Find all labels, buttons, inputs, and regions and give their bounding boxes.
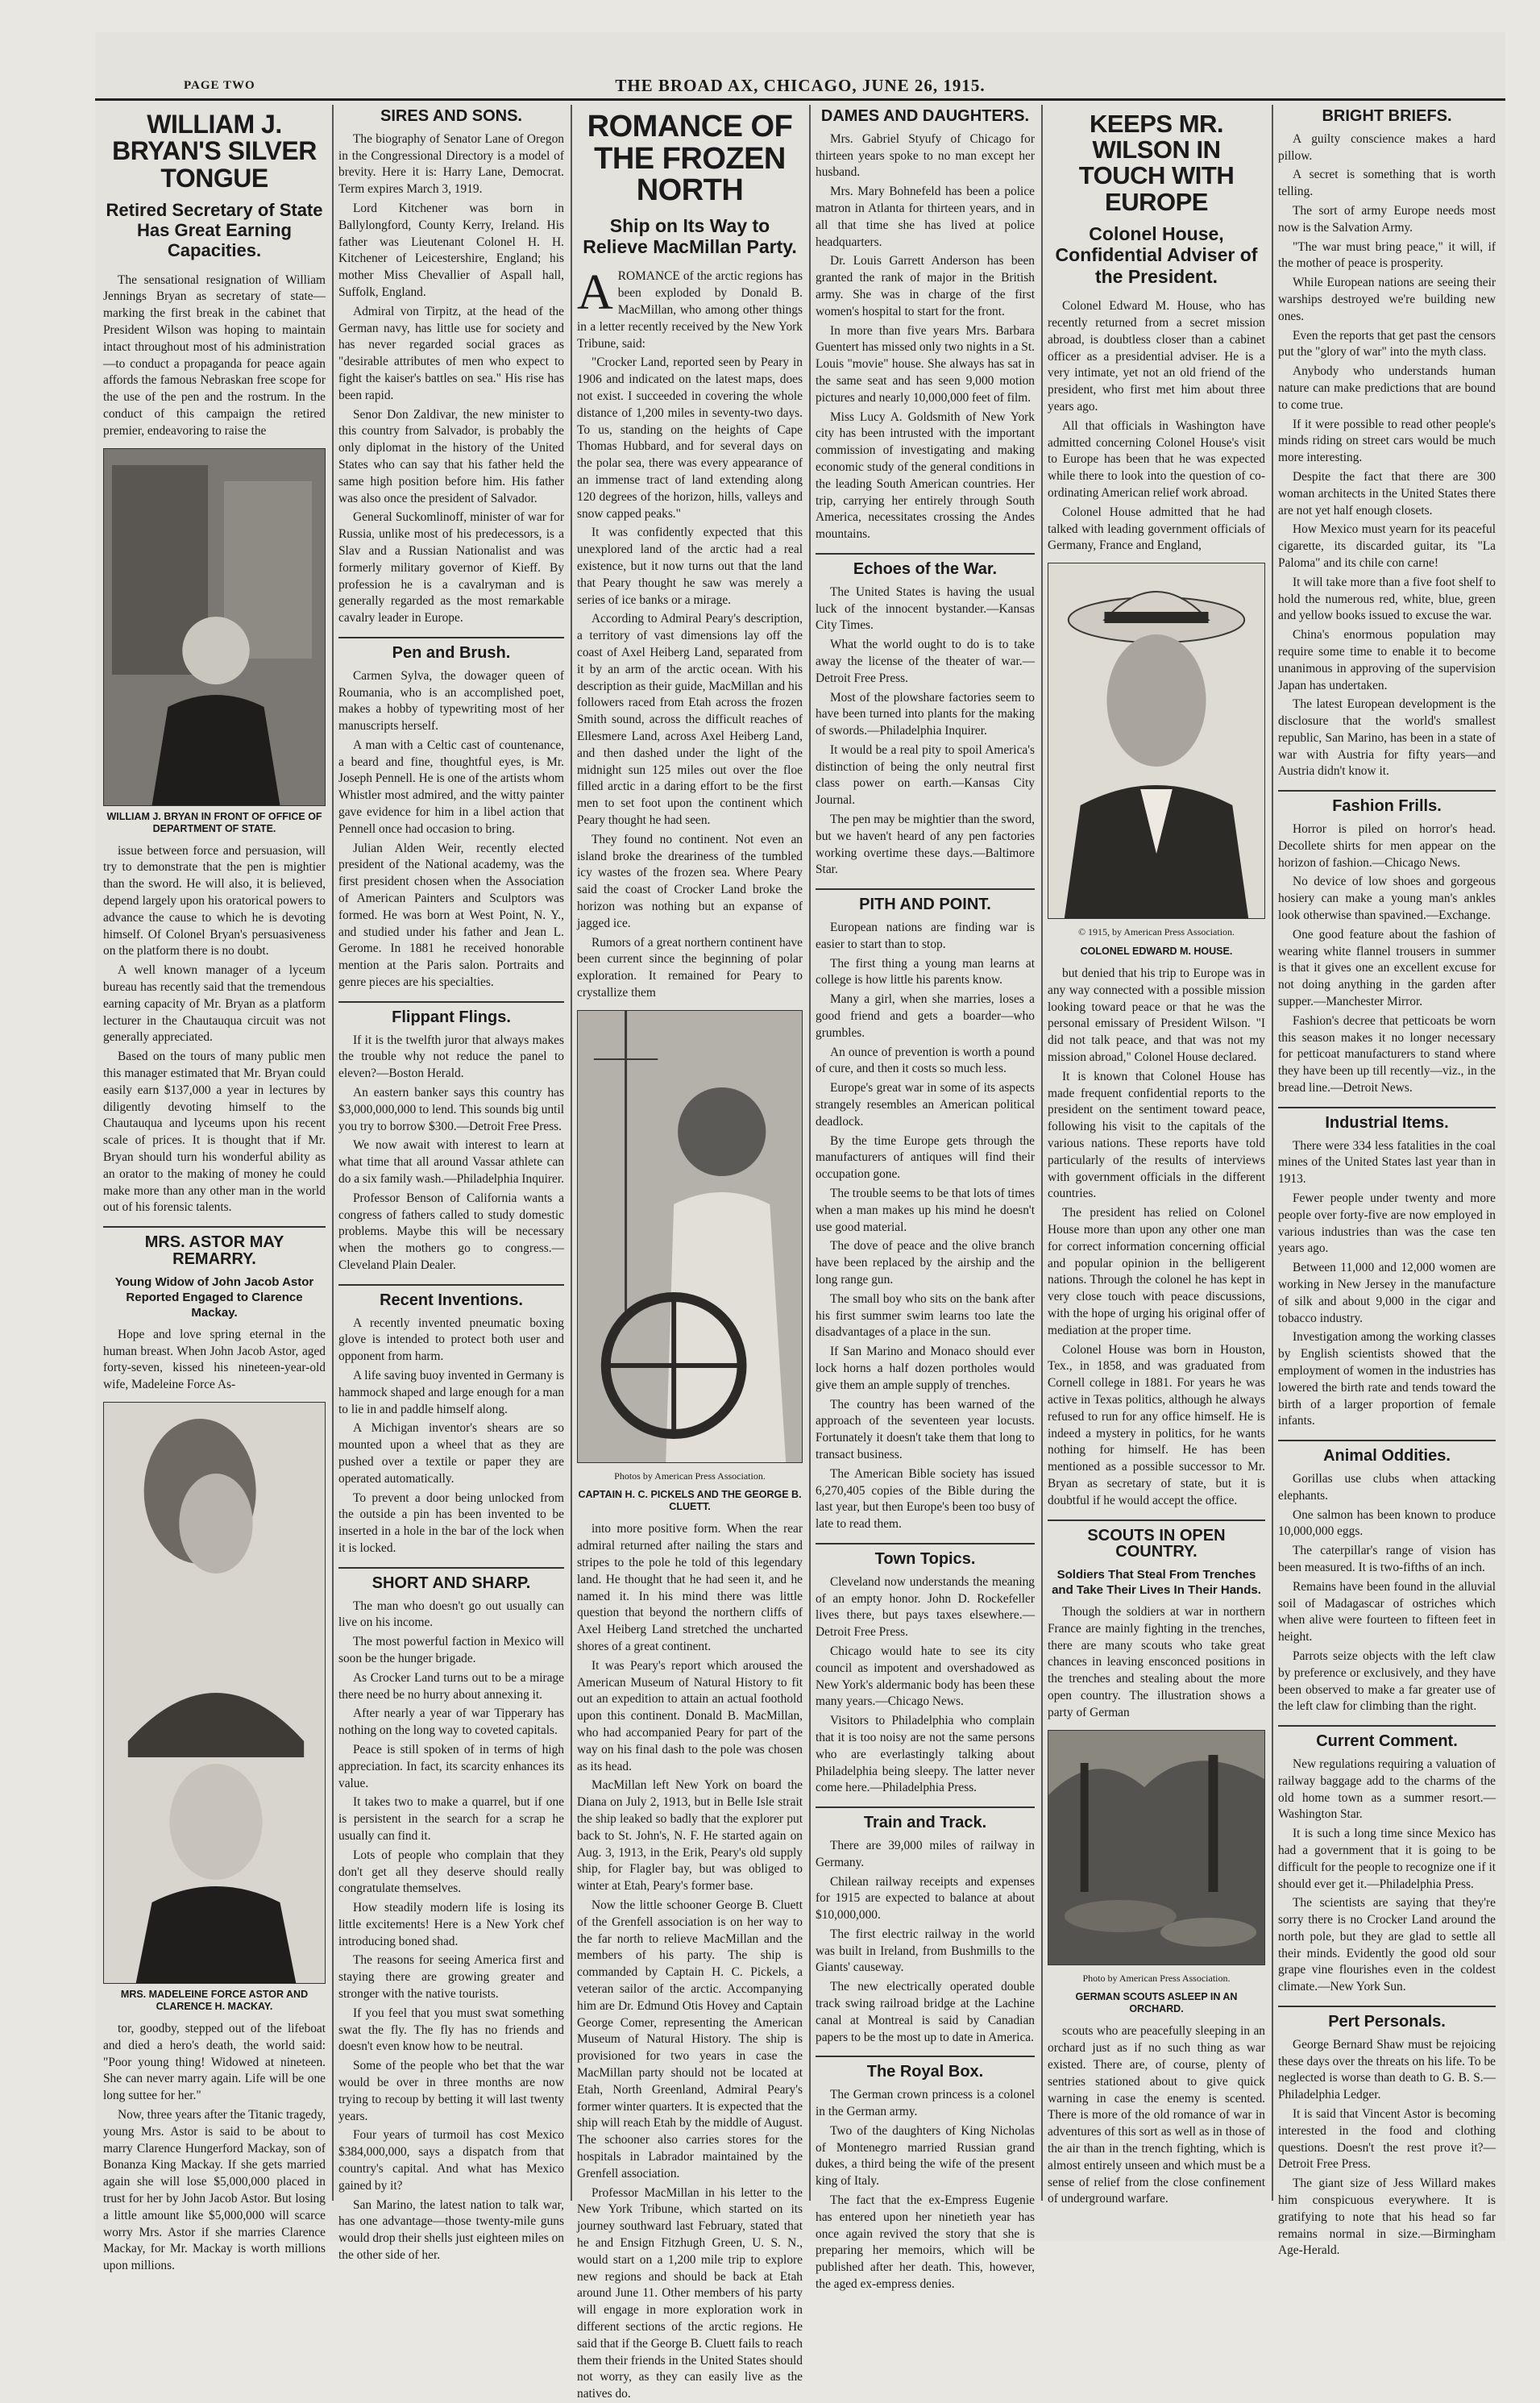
bright-head: BRIGHT BRIEFS. xyxy=(1322,107,1452,125)
item: If it is the twelfth juror that always makes the trouble why not reduce the panel to eleven?—Boston Herald. xyxy=(338,1033,564,1081)
sires-head: SIRES AND SONS. xyxy=(380,107,522,125)
column-6 xyxy=(1278,106,1496,2258)
echoes-head: Echoes of the War. xyxy=(816,553,1035,578)
item: Admiral von Tirpitz, at the head of the German navy, has little use for society and has never regarded social graces as "desirable attributes of men who expect to fight the kaiser's battles on sea." His rise has been rapid. xyxy=(338,304,564,402)
item: George Bernard Shaw must be rejoicing these days over the threats on his life. To be neglected is worse than death to G. B. S.—Philadelphia Ledger. xyxy=(1278,2037,1496,2102)
item: We now await with interest to learn at what time that all around Vassar athlete can do a six family wash.—Philadelphia Inquirer. xyxy=(338,1138,564,1187)
scouts-photo xyxy=(1048,1730,1265,1965)
item: Julian Alden Weir, recently elected president of the National academy, was the first president chosen when the Association of American Painters and Sculptors was formed. He was born at West Point, N. Y., and studied under his father and Jean L. Gerome. In 1881 he received honorable mention at the Paris salon. Portraits and genre pieces are his specialties. xyxy=(338,841,564,990)
item: Senor Don Zaldivar, the new minister to this country from Salvador, is probably the only diplomat in the history of the United States who can say that his father held the same high position before him. His father was also once the president of Salvador. xyxy=(338,407,564,505)
item: "The war must bring peace," it will, if the mother of peace is prosperity. xyxy=(1278,239,1496,271)
item: The latest European development is the disclosure that the world's smallest republic, San Marino, has been in a state of war with Austria for fifty years—and Austria didn't know it. xyxy=(1278,697,1496,779)
item: The scientists are saying that they're sorry there is no Crocker Land around the north pole, but they are glad to settle all their minds. Evidently the good old sour grape vine flourishes even in the coldest climate.—New York Sun. xyxy=(1278,1896,1496,1994)
romance-para: It was confidently expected that this unexplored land of the arctic had a real existence, but it now turns out that the land that Peary thought he saw was merely a series of ice banks or a mirage. xyxy=(577,526,803,607)
astor-headline: MRS. ASTOR MAY REMARRY. xyxy=(103,1226,326,1268)
scouts-deck: Soldiers That Steal From Trenches and Take Their Lives In Their Hands. xyxy=(1052,1568,1261,1598)
bryan-headline: WILLIAM J. BRYAN'S SILVER TONGUE xyxy=(112,110,317,193)
item: The small boy who sits on the bank after his first summer swim learns too late the disadvantages of a place in the sun. xyxy=(816,1291,1035,1340)
item: Even the reports that get past the censors put the "glory of war" into the myth class. xyxy=(1278,328,1496,360)
bryan-para: Based on the tours of many public men this manager estimated that Mr. Bryan could easily earn $137,000 a year in lectures by diligently devoting himself to the Chautauqua and lyceums upon his recent scale of prices. It is thought that if Mr. Bryan should turn his wonderful ability as an orator to the making of money he could make more than any other man in the world out of his forensic talents. xyxy=(103,1050,326,1215)
item: It would be a real pity to spoil America's distinction of being the only neutral first class power on earth.—Kansas City Journal. xyxy=(816,742,1035,808)
item: How steadily modern life is losing its little excitements! Here is a New York chef introducing boned shad. xyxy=(338,1901,564,1948)
item: Some of the people who bet that the war would be over in three months are now trying to recoup by betting it will last twenty years. xyxy=(338,2059,564,2123)
inv-head: Recent Inventions. xyxy=(338,1284,564,1309)
item: A recently invented pneumatic boxing glove is intended to protect both user and opponent from harm. xyxy=(338,1316,564,1364)
drop-cap: A xyxy=(577,265,613,321)
astor-mackay-photo xyxy=(103,1402,326,1984)
item: Many a girl, when she marries, loses a good friend and gets a boarder—who grumbles. xyxy=(816,992,1035,1040)
romance-para: It was Peary's report which aroused the American Museum of Natural History to fit out an expedition to attain an actual foothold upon this continent. Donald B. MacMillan, who had accompanied Peary for part of the way on his final dash to the pole was chosen as its head. xyxy=(577,1658,803,1773)
item: The sort of army Europe needs most now is the Salvation Army. xyxy=(1278,203,1496,235)
item: Fewer people under twenty and more people over forty-five are now employed in various industries than was the case ten years ago. xyxy=(1278,1191,1496,1256)
item: The fact that the ex-Empress Eugenie has entered upon her ninetieth year has once again revived the story that she is preparing her memoirs, which will be published after her death. This, however, the aged ex-empress denies. xyxy=(816,2193,1035,2292)
item: The dove of peace and the olive branch have been replaced by the airship and the long range gun. xyxy=(816,1239,1035,1287)
column-rule xyxy=(571,105,572,2201)
page-label: PAGE TWO xyxy=(184,79,255,92)
item: The giant size of Jess Willard makes him conspicuous everywhere. It is gratifying to note that his head so far remains normal in size.—Birmingham Age-Herald. xyxy=(1278,2176,1496,2258)
column-3 xyxy=(577,106,803,2401)
item: One salmon has been known to produce 10,000,000 eggs. xyxy=(1278,1507,1496,1539)
item: Cleveland now understands the meaning of an empty honor. John D. Rockefeller lives there, but pays taxes elsewhere.—Detroit Free Press. xyxy=(816,1574,1035,1640)
astor-para: Now, three years after the Titanic tragedy, young Mrs. Astor is said to be about to marry Clarence Hungerford Mackay, son of Bonanza King Mackay. If she gets married again she will lose $5,000,000 placed in trust for her by John Jacob Astor. But losing a little amount like $5,000,000 will scarce worry Mrs. Astor if she marries Clarence Mackay, for Mr. Mackay is worth millions upon millions. xyxy=(103,2107,326,2273)
item: One good feature about the fashion of wearing white flannel trousers in summer is that it gives one an excellent excuse for not doing anything in the garden after supper.—Manchester Mirror. xyxy=(1278,927,1496,1009)
house-para: The president has relied on Colonel House more than upon any other one man for correct information concerning official and popular opinion in the belligerent nations. Through the colonel he has kept in very close touch with peace discussions, with the hope of urging his original offer of mediation at the proper time. xyxy=(1048,1206,1265,1337)
astor-deck: Young Widow of John Jacob Astor Reported Engaged to Clarence Mackay. xyxy=(114,1274,314,1320)
animal-head: Animal Oddities. xyxy=(1278,1440,1496,1465)
item: If you feel that you must swat something swat the fly. The fly has no friends and doesn't even know how to be neutral. xyxy=(338,2006,564,2054)
item: Remains have been found in the alluvial soil of Madagascar of ostriches which when alive were fourteen to fifteen feet in height. xyxy=(1278,1579,1496,1644)
item: The American Bible society has issued 6,270,405 copies of the Bible during the last year, but then Europe's been too busy of late to read them. xyxy=(816,1466,1035,1532)
item: After nearly a year of war Tipperary has nothing on the long way to coveted capitals. xyxy=(338,1707,564,1738)
item: Most of the plowshare factories seem to have been turned into plants for the making of swords.—Philadelphia Inquirer. xyxy=(816,690,1035,738)
item: Europe's great war in some of its aspects strangely resembles an American political deadlock. xyxy=(816,1081,1035,1129)
house-para: Colonel Edward M. House, who has recently returned from a secret mission abroad, is doubtless closer than a cabinet officer as a presidential adviser. He is a very intimate, yet not an old friend of the president, who first met him about three years ago. xyxy=(1048,299,1265,414)
romance-para: into more positive form. When the rear admiral returned after nailing the stars and stripes to the pole he told of this legendary land. He thought that he had seen it, and he named it. In his mind there was little question that beyond the northern cliffs of Axel Heiberg Land stretched the uncharted shores of a great continent. xyxy=(577,1522,803,1654)
column-rule xyxy=(332,105,334,2201)
industrial-head: Industrial Items. xyxy=(1278,1107,1496,1132)
item: European nations are finding war is easier to start than to stop. xyxy=(816,921,1035,951)
romance-para: MacMillan left New York on board the Diana on July 2, 1913, but in Belle Isle strait the ship leaked so badly that the explorer put back to St. John's, N. F. He started again on Aug. 3, 1913, in the Erik, Peary's old supply ship, for Flagler bay, but was obliged to winter at Etah, Peary's former base. xyxy=(577,1778,803,1894)
item: The caterpillar's range of vision has been measured. It is two-fifths of an inch. xyxy=(1278,1544,1496,1574)
scouts-head: SCOUTS IN OPEN COUNTRY. xyxy=(1048,1520,1265,1561)
item: Between 11,000 and 12,000 women are working in New Jersey in the manufacture of silk and about 9,000 in the cigar and tobacco industry. xyxy=(1278,1261,1496,1325)
item: Lord Kitchener was born in Ballylongford, County Kerry, Ireland. His father was Lieutenant Colonel H. H. Kitchener of Leicestershire, England; his mother Miss Chevallier of Aspall hall, Suffolk, England. xyxy=(338,201,564,299)
item: What the world ought to do is to take away the license of the theater of war.—Detroit Free Press. xyxy=(816,638,1035,685)
house-headline: KEEPS MR. WILSON IN TOUCH WITH EUROPE xyxy=(1078,110,1235,216)
house-portrait-art xyxy=(1048,563,1264,918)
item: The pen may be mightier than the sword, but we haven't heard of any pen factories working overtime these days.—Baltimore Star. xyxy=(816,813,1035,877)
house-para: Colonel House was born in Houston, Tex., in 1858, and was graduated from Cornell college in 1881. For years he was active in Texas politics, although he always refused to run for any office himself. He is indeed a mystery in politics, for he wants nothing for himself. He has been mentioned as a possible successor to Mr. Bryan as secretary of state, but it is doubtful if he would accept the office. xyxy=(1048,1342,1265,1507)
scouts-para: scouts who are peacefully sleeping in an orchard just as if no such thing as war existed. There are, of course, plenty of sentries stationed about to give quick warning in case the enemy is scented. There is more of the old romance of war in adventures of this sort as well as in those of the air than in the trench fighting, which is almost entirely unseen and which must be a sense of relief from the close confinement of underground warfare. xyxy=(1048,2024,1265,2206)
column-rule xyxy=(1272,105,1273,2201)
item: It will take more than a five foot shelf to hold the numerous red, white, blue, green and yellow books issued to excuse the war. xyxy=(1278,575,1496,623)
item: The first electric railway in the world was built in Ireland, from Bushmills to the Giants' causeway. xyxy=(816,1927,1035,1975)
item: General Suckomlinoff, minister of war for Russia, unlike most of his predecessors, is a Slav and a Russian Nationalist and was formerly military governor of Kieff. By profession he is a cavalryman and is generally regarded as the most remarkable cavalry leader in Europe. xyxy=(338,510,564,626)
romance-para: They found no continent. Not even an island broke the dreariness of the tumbled icy wastes of the frozen sea. Where Peary said the coast of Crocker Land broke the horizon was nothing but an expanse of jagged ice. xyxy=(577,832,803,930)
item: It is said that Vincent Astor is becoming interested in the food and clothing questions. Doesn't the rest prove it?—Detroit Free Press. xyxy=(1278,2107,1496,2172)
house-subhead: Colonel House, Confidential Adviser of the President. xyxy=(1055,222,1258,287)
item: Parrots seize objects with the left claw by preference or exclusively, and they have been observed to make a far greater use of the left claw for climbing than the right. xyxy=(1278,1648,1496,1714)
item: Two of the daughters of King Nicholas of Montenegro married Russian grand dukes, a third being the wife of the present king of Italy. xyxy=(816,2123,1035,2189)
house-para: It is known that Colonel House has made frequent confidential reports to the president on the sentiment toward peace, following his visit to the capitals of the various nations. These reports have told particularly of the results of interviews with government officials in the different countries. xyxy=(1048,1069,1265,1201)
item: Despite the fact that there are 300 woman architects in the United States there are not yet half enough closets. xyxy=(1278,469,1496,518)
item: Carmen Sylva, the dowager queen of Roumania, who is an accomplished poet, makes a hobby of typewriting most of her manuscripts herself. xyxy=(338,668,564,734)
item: Fashion's decree that petticoats be worn this season makes it no longer necessary for petticoat manufacturers to stand where they have been up till recently—viz., in the bread line.—Detroit News. xyxy=(1278,1013,1496,1095)
item: A Michigan inventor's shears are so mounted upon a wheel that as they are pushed over a textile or paper they are operated automatically. xyxy=(338,1421,564,1486)
bryan-para: A well known manager of a lyceum bureau has recently said that the tremendous earning capacity of Mr. Bryan as a platform lecturer in the Chautauqua circuit was not generally appreciated. xyxy=(103,963,326,1045)
astor-caption: MRS. MADELEINE FORCE ASTOR AND CLARENCE H. MACKAY. xyxy=(120,1988,309,2012)
romance-para: According to Admiral Peary's description, a territory of vast dimensions lay off the coast of Axel Heiberg Land, separated from it by an arm of the arctic ocean. With his description as their guide, MacMillan and his followers raced from Etah across the frozen Smith sound, across the difficult reaches of Ellesmere Land, across Axel Heiberg Land, and then dashed under the light of the midnight sun 125 miles out over the floe filled arctic in a daring effort to be the first men to set foot upon the continent which Peary thought he had seen. xyxy=(577,612,803,827)
house-credit: © 1915, by American Press Association. xyxy=(1077,926,1235,938)
pickels-caption: CAPTAIN H. C. PICKELS AND THE GEORGE B. CLUETT. xyxy=(578,1489,802,1513)
column-1 xyxy=(103,106,326,2273)
astor-para: tor, goodby, stepped out of the lifeboat and died a hero's death, the world said: "Poor young thing! Widowed at nineteen. She can never marry again. Life will be one long suttee for her." xyxy=(103,2021,326,2103)
item: An ounce of prevention is worth a pound of cure, and then it costs so much less. xyxy=(816,1045,1035,1076)
bryan-para: The sensational resignation of William Jennings Bryan as secretary of state—marking the first break in the cabinet that President Wilson was hoping to maintain intact throughout most of his administration—to conduct a propaganda for peace again affords the famous Nebraskan free scope for the use of the pen and the rostrum. In the conduct of this campaign the retired premier, endeavoring to raise the xyxy=(103,272,326,438)
pickels-photo-art xyxy=(578,1011,802,1462)
short-head: SHORT AND SHARP. xyxy=(338,1567,564,1592)
item: A guilty conscience makes a hard pillow. xyxy=(1278,131,1496,163)
item: New regulations requiring a valuation of railway baggage add to the charms of the old home town as a summer resort.—Washington Star. xyxy=(1278,1757,1496,1822)
bryan-photo-caption: WILLIAM J. BRYAN IN FRONT OF OFFICE OF DEPARTMENT OF STATE. xyxy=(106,810,322,834)
item: Mrs. Gabriel Styufy of Chicago for thirteen years spoke to no man except her husband. xyxy=(816,131,1035,180)
item: Mrs. Mary Bohnefeld has been a police matron in Atlanta for thirteen years, and in all that time she has lived at police headquarters. xyxy=(816,185,1035,249)
item: There were 334 less fatalities in the coal mines of the United States last year than in 1913. xyxy=(1278,1138,1496,1187)
item: The man who doesn't go out usually can live on his income. xyxy=(338,1599,564,1630)
item: There are 39,000 miles of railway in Germany. xyxy=(816,1838,1035,1869)
royal-head: The Royal Box. xyxy=(816,2056,1035,2081)
item: Professor Benson of California wants a congress of fathers called to study domestic problems. Maybe this will be necessary when the mothers go to congress.—Cleveland Plain Dealer. xyxy=(338,1191,564,1272)
item: Investigation among the working classes by English scientists showed that the employment of women in the industries has lowered the birth rate and tends toward the birth of a larger proportion of female infants. xyxy=(1278,1330,1496,1428)
scouts-caption: GERMAN SCOUTS ASLEEP IN AN ORCHARD. xyxy=(1075,1991,1238,2015)
romance-headline: ROMANCE OF THE FROZEN NORTH xyxy=(587,110,793,208)
item: The new electrically operated double track swing railroad bridge at the Lachine canal at Montreal is said by Canadian papers to be the most up to date in America. xyxy=(816,1980,1035,2044)
fashion-head: Fashion Frills. xyxy=(1278,790,1496,815)
romance-para: ROMANCE of the arctic regions has been exploded by Donald B. MacMillan, who among other things in a letter recently received by the New York Tribune, said: xyxy=(577,269,803,351)
romance-subhead: Ship on Its Way to Relieve MacMillan Party. xyxy=(583,214,797,257)
item: The biography of Senator Lane of Oregon in the Congressional Directory is a model of brevity. Here it is: Harry Lane, Democrat. Term expires March 3, 1919. xyxy=(338,131,564,197)
house-caption: COLONEL EDWARD M. HOUSE. xyxy=(1080,946,1233,957)
item: Visitors to Philadelphia who complain that it is too noisy are not the same persons who are everlastingly talking about Philadelphia being sleepy. The latter never come here.—Philadelphia Press. xyxy=(816,1714,1035,1795)
item: Horror is piled on horror's head. Decollete shirts for men appear on the horizon of fashion.—Chicago News. xyxy=(1278,822,1496,870)
item: Anybody who understands human nature can make predictions that are bound to come true. xyxy=(1278,364,1496,412)
item: San Marino, the latest nation to talk war, has one advantage—those twenty-mile guns would drop their shells just eighteen miles on the other side of her. xyxy=(338,2197,564,2263)
item: A life saving buoy invented in Germany is hammock shaped and large enough for a man to lie in and paddle himself along. xyxy=(338,1368,564,1416)
item: Chilean railway receipts and expenses for 1915 are expected to balance at about $10,000,000. xyxy=(816,1874,1035,1923)
pert-head: Pert Personals. xyxy=(1278,2006,1496,2031)
item: Four years of turmoil has cost Mexico $384,000,000, says a dispatch from that country's capital. And what has Mexico gained by it? xyxy=(338,2128,564,2193)
item: By the time Europe gets through the manufacturers of antiques will find their occupation gone. xyxy=(816,1133,1035,1182)
item: How Mexico must yearn for its peaceful cigarette, its discarded guitar, its "La Paloma" and its chile con carne! xyxy=(1278,522,1496,570)
item: Miss Lucy A. Goldsmith of New York city has been intrusted with the important commission of investigating and making economic study of the general conditions in the leading South American countries. Her trip, carrying her entirely through South America, necessitates crossing the Andes mountains. xyxy=(816,410,1035,542)
romance-para: Now the little schooner George B. Cluett of the Grenfell association is on her way to the far north to relieve MacMillan and the members of his party. The ship is commanded by Captain H. C. Pickels, a veteran sailor of the arctic. Accompanying him are Dr. Edmund Otis Hovey and Captain George Comer, representing the American Museum of Natural History. The ship is provisioned for two years in case the MacMillan party should not be located at Etah, North Greenland, Admiral Peary's former winter quarters. It is expected that the ship will reach Etah by the middle of August. The schooner also carries stores for the hospitals in Labrador maintained by the Grenfell association. xyxy=(577,1898,803,2181)
bryan-photo-art xyxy=(104,449,325,805)
column-rule xyxy=(1041,105,1043,2201)
item: The trouble seems to be that lots of times when a man makes up his mind he doesn't use good material. xyxy=(816,1187,1035,1234)
house-portrait xyxy=(1048,563,1265,919)
item: No device of low shoes and gorgeous hosiery can make a young man's ankles look otherwise than spavined.—Exchange. xyxy=(1278,875,1496,923)
item: If San Marino and Monaco should ever lock horns a half dozen portholes would give them an ample supply of trenches. xyxy=(816,1345,1035,1392)
item: China's enormous population may require some time to enable it to become unanimous in approving of the supervision Japan has undertaken. xyxy=(1278,628,1496,692)
item: Peace is still spoken of in terms of high appreciation. In fact, its scarcity enhances its value. xyxy=(338,1742,564,1790)
pen-head: Pen and Brush. xyxy=(338,637,564,662)
flip-head: Flippant Flings. xyxy=(338,1001,564,1026)
pith-head: PITH AND POINT. xyxy=(816,888,1035,913)
astor-mackay-art xyxy=(104,1403,325,1983)
item: As Crocker Land turns out to be a mirage there need be no hurry about annexing it. xyxy=(338,1670,564,1702)
item: If it were possible to read other people's minds riding on street cars would be much more interesting. xyxy=(1278,417,1496,465)
column-rule xyxy=(809,105,811,2201)
romance-para: "Crocker Land, reported seen by Peary in 1906 and indicated on the latest maps, does not exist. I succeeded in covering the whole distance of 1,200 miles in seventy-two days. To us, standing on the heights of Cape Thomas Hubbard, and for several days on the polar sea, there was every appearance of an immense tract of land extending along 120 degrees of the horizon, hills, valleys and snow capped peaks." xyxy=(577,355,803,521)
scouts-para: Though the soldiers at war in northern France are mainly fighting in the trenches, there are many scouts who take great chances in leaving ensconced positions in the trenches and stealing about the more open country. The illustration shows a party of German xyxy=(1048,1605,1265,1719)
town-head: Town Topics. xyxy=(816,1543,1035,1568)
item: Lots of people who complain that they don't get all they deserve should really congratulate themselves. xyxy=(338,1848,564,1896)
item: Dr. Louis Garrett Anderson has been granted the rank of major in the British army. She was in charge of the first women's hospital to start for the front. xyxy=(816,254,1035,318)
item: It is such a long time since Mexico has had a government that it is going to be difficult for the people to recognize one if it should ever get it.—Philadelphia Press. xyxy=(1278,1827,1496,1891)
item: While European nations are seeing their warships destroyed we're building new ones. xyxy=(1278,276,1496,323)
item: The country has been warned of the approach of the seventeen year locusts. Fortunately it doesn't take them that long to transact business. xyxy=(816,1397,1035,1461)
romance-para: Rumors of a great northern continent have been current since the beginning of polar exploration. It remained for Peary to crystallize them xyxy=(577,935,803,1000)
item: An eastern banker says this country has $3,000,000,000 to lend. This sounds big until you try to borrow $300.—Detroit Free Press. xyxy=(338,1086,564,1133)
item: A man with a Celtic cast of countenance, a beard and fine, thoughtful eyes, is Mr. Joseph Pennell. He is one of the artists whom Whistler most admired, and the witty painter gave evidence for him in a libel action that Pennell once had occasion to bring. xyxy=(338,738,564,836)
photo-credit: Photos by American Press Association. xyxy=(614,1470,766,1482)
item: The German crown princess is a colonel in the German army. xyxy=(816,2088,1035,2119)
masthead xyxy=(95,71,1505,101)
column-2 xyxy=(338,106,564,2263)
pickels-photo xyxy=(577,1010,803,1463)
romance-para: Professor MacMillan in his letter to the New York Tribune, which started on its journey southward last February, stated that he and Ensign Fitzhugh Green, U. S. N., would start on a 1,200 mile trip to explore new regions and should be back at Etah around June 11. Other members of his party will engage in more exploration work in different sections of the arctic regions. He said that if the George B. Cluett fails to reach them their friends in the United States should not worry, as they can easily live as the natives do. xyxy=(577,2185,803,2401)
masthead-title: THE BROAD AX, CHICAGO, JUNE 26, 1915. xyxy=(615,76,986,95)
item: The reasons for seeing America first and staying there are growing greater and stronger with the native tourists. xyxy=(338,1953,564,2002)
item: The United States is having the usual luck of the innocent bystander.—Kansas City Times. xyxy=(816,584,1035,633)
item: It takes two to make a quarrel, but if one is persistent in the search for a scrap he usually can find it. xyxy=(338,1795,564,1843)
comment-head: Current Comment. xyxy=(1278,1725,1496,1750)
bryan-para: issue between force and persuasion, will try to demonstrate that the pen is mightier than the sword. He will also, it is believed, depend largely upon his oratorical powers to advance the cause to which he is devoting himself. Of Colonel Bryan's persuasiveness on the platform there is no doubt. xyxy=(103,843,326,958)
column-5 xyxy=(1048,106,1265,2226)
dames-head: DAMES AND DAUGHTERS. xyxy=(820,107,1030,125)
item: The most powerful faction in Mexico will soon be the hunger brigade. xyxy=(338,1635,564,1665)
house-para: but denied that his trip to Europe was in any way connected with a possible mission looking toward peace or that he was the personal emissary of President Wilson. "I did not talk peace, and that was not my mission abroad," Colonel House declared. xyxy=(1048,967,1265,1064)
house-para: All that officials in Washington have admitted concerning Colonel House's visit to Europe has been that he was expected while there to look into the question of co-ordinating American relief work abroad. xyxy=(1048,418,1265,501)
item: Gorillas use clubs when attacking elephants. xyxy=(1278,1471,1496,1503)
item: A secret is something that is worth telling. xyxy=(1278,168,1496,199)
column-4 xyxy=(816,106,1035,2292)
scouts-photo-art xyxy=(1048,1731,1264,1964)
scouts-credit: Photo by American Press Association. xyxy=(1082,1972,1231,1984)
bryan-photo xyxy=(103,448,326,806)
item: The first thing a young man learns at college is how little his parents know. xyxy=(816,956,1035,987)
item: In more than five years Mrs. Barbara Guentert has missed only two nights in a St. Louis "movie" house. She always has sat in the same seat and has seen 9,000 motion pictures and nearly 10,000,000 feet of film. xyxy=(816,323,1035,405)
item: Chicago would hate to see its city council as impotent and overshadowed as New York's aldermanic body has been these many years.—Chicago News. xyxy=(816,1644,1035,1709)
bryan-subhead: Retired Secretary of State Has Great Earning Capacities. xyxy=(106,199,323,261)
train-head: Train and Track. xyxy=(816,1806,1035,1831)
item: To prevent a door being unlocked from the outside a pin has been invented to be inserted in a hole in the bar of the lock when it is locked. xyxy=(338,1490,564,1555)
astor-para: Hope and love spring eternal in the human breast. When John Jacob Astor, aged forty-seven, kissed his nineteen-year-old wife, Madeleine Force As- xyxy=(103,1327,326,1392)
house-para: Colonel House admitted that he had talked with leading government officials of Germany, France and England, xyxy=(1048,505,1265,553)
